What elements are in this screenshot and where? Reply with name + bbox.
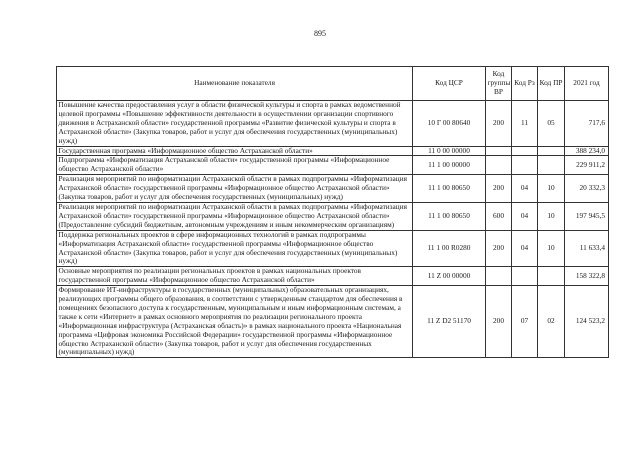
row-vr: 200: [486, 175, 512, 203]
table-row: [57, 230, 609, 267]
budget-table: [56, 66, 609, 358]
row-csr: 11 0 00 00000: [413, 146, 486, 156]
row-rz: [512, 267, 538, 286]
row-pr: [538, 267, 565, 286]
row-name: Поддержка региональных проектов в сфере информационных технологий в рамках подпрограммы «Информатизация Астраханской области» государственной программы «Информационное общество Астраханской области» (Закупка товаров, работ и услуг для обеспечения государственных (муниципальных) нужд): [57, 230, 413, 267]
table-row: [57, 267, 609, 286]
row-pr: 10: [538, 175, 565, 203]
row-pr: [538, 146, 565, 156]
row-vr: 200: [486, 101, 512, 147]
row-vr: 600: [486, 202, 512, 230]
row-amount: 229 911,2: [565, 156, 609, 175]
row-pr: 10: [538, 202, 565, 230]
row-csr: 11 1 00 00000: [413, 156, 486, 175]
table-row: [57, 175, 609, 203]
row-csr: 11 1 00 80650: [413, 202, 486, 230]
table-header-row: [57, 67, 609, 101]
row-rz: 07: [512, 286, 538, 358]
row-rz: 04: [512, 230, 538, 267]
row-name: Основные мероприятия по реализации региональных проектов в рамках национальных проектов государственной программы «Информационное общество Астраханской области»: [57, 267, 413, 286]
column-header-name: Наименование показателя: [57, 67, 413, 101]
column-header-vr: Код группы ВР: [486, 67, 512, 101]
table-row: [57, 156, 609, 175]
row-csr: 11 1 00 80650: [413, 175, 486, 203]
row-amount: 20 332,3: [565, 175, 609, 203]
row-amount: 124 523,2: [565, 286, 609, 358]
column-header-year: 2021 год: [565, 67, 609, 101]
row-pr: [538, 156, 565, 175]
row-name: Реализация мероприятий по информатизации Астраханской области в рамках подпрограммы «Информатизация Астраханской области» государственной программы «Информационное общество Астраханской области» (Закупка товаров, работ и услуг для обеспечения государственных (муниципальных) нужд): [57, 175, 413, 203]
row-vr: [486, 267, 512, 286]
row-name: Государственная программа «Информационное общество Астраханской области»: [57, 146, 413, 156]
row-vr: [486, 146, 512, 156]
row-name: Реализация мероприятий по информатизации Астраханской области в рамках подпрограммы «Информатизация Астраханской области» государственной программы «Информационное общество Астраханской области» (Предоставление субсидий бюджетным, автономным учреждениям и иным некоммерческим организациям): [57, 202, 413, 230]
column-header-csr: Код ЦСР: [413, 67, 486, 101]
row-amount: 388 234,0: [565, 146, 609, 156]
row-pr: 02: [538, 286, 565, 358]
row-amount: 717,6: [565, 101, 609, 147]
row-name: Повышение качества предоставления услуг в области физической культуры и спорта в рамках ведомственной целевой программы «Повышение эффективности деятельности в осуществлении организации спортивного движения в Астраханской области» государственной программы «Развитие физической культуры и спорта в Астраханской области» (Закупка товаров, работ и услуг для обеспечения государственных (муниципальных) нужд): [57, 101, 413, 147]
column-header-rz: Код Рз: [512, 67, 538, 101]
column-header-pr: Код ПР: [538, 67, 565, 101]
row-csr: 11 Z 00 00000: [413, 267, 486, 286]
row-csr: 11 Z D2 51170: [413, 286, 486, 358]
row-pr: 10: [538, 230, 565, 267]
row-rz: 04: [512, 202, 538, 230]
page-number: 895: [314, 29, 326, 38]
row-csr: 11 1 00 R0280: [413, 230, 486, 267]
row-vr: 200: [486, 230, 512, 267]
row-rz: [512, 156, 538, 175]
row-rz: 11: [512, 101, 538, 147]
table-row: [57, 146, 609, 156]
row-rz: 04: [512, 175, 538, 203]
row-amount: 197 945,5: [565, 202, 609, 230]
row-amount: 11 633,4: [565, 230, 609, 267]
row-csr: 10 Г 00 80640: [413, 101, 486, 147]
row-amount: 158 322,8: [565, 267, 609, 286]
table-row: [57, 286, 609, 358]
row-pr: 05: [538, 101, 565, 147]
table-row: [57, 202, 609, 230]
row-vr: [486, 156, 512, 175]
table-row: [57, 101, 609, 147]
row-rz: [512, 146, 538, 156]
row-name: Формирование ИТ-инфраструктуры в государственных (муниципальных) образовательных организациях, реализующих программы общего образования, в соответствии с утвержденным стандартом для обеспечения в помещениях безопасного доступа к государственным, муниципальным и иным информационным системам, а также к сети «Интернет» в рамках основного мероприятия по реализации регионального проекта «Информационная инфраструктура (Астраханская область)» в рамках национального проекта «Национальная программа «Цифровая экономика Российской Федерации» государственной программы «Информационное общество Астраханской области» (Закупка товаров, работ и услуг для обеспечения государственных (муниципальных) нужд): [57, 286, 413, 358]
row-vr: 200: [486, 286, 512, 358]
row-name: Подпрограмма «Информатизация Астраханской области» государственной программы «Информационное общество Астраханской области»: [57, 156, 413, 175]
